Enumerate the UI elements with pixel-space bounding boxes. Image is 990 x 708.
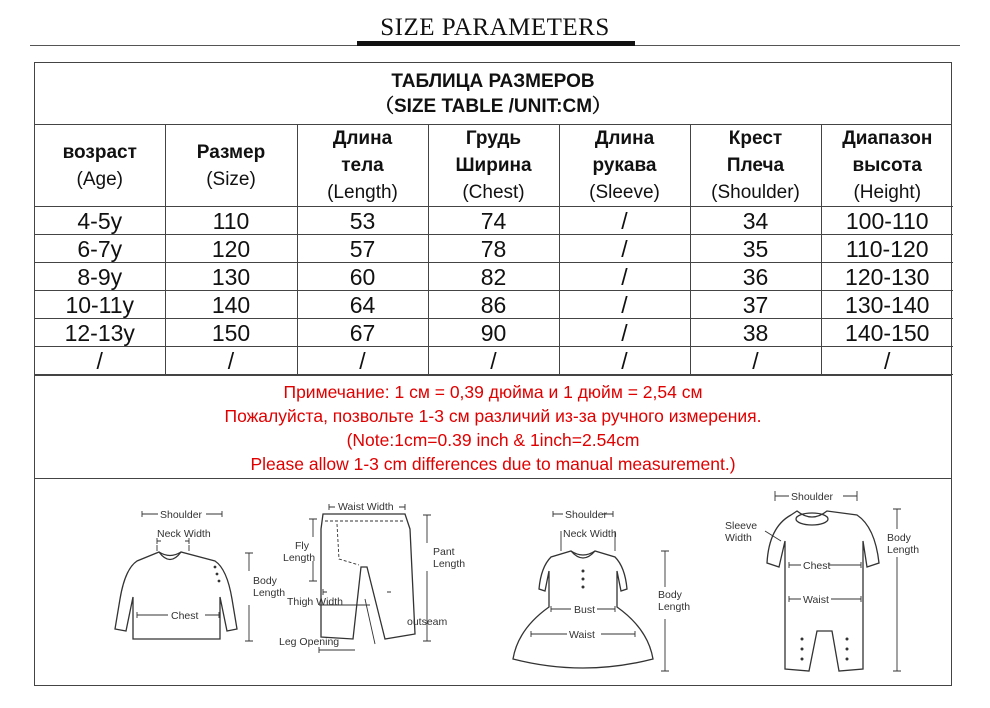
chest-label: Chest [803,560,831,572]
column-header-ru [429,125,559,179]
table-cell: 6-7y [35,235,165,263]
column-header-shoulder [690,125,821,207]
column-header-sleeve [559,125,690,207]
table-cell: 120 [165,235,297,263]
romper-measurement-diagram [717,479,947,684]
table-cell: 140 [165,291,297,319]
table-cell: / [559,347,690,375]
table-cell: 110-120 [821,235,953,263]
size-table [35,125,953,375]
column-header-ru: Размер [196,141,266,163]
chest-label: Chest [171,610,199,622]
column-header-size [165,125,297,207]
table-header-row [35,125,953,207]
size-table-body [35,207,953,375]
table-cell: / [297,347,428,375]
shoulder-label: Shoulder [565,509,608,521]
table-cell: / [690,347,821,375]
table-cell: 78 [428,235,559,263]
table-cell: 60 [297,263,428,291]
column-header-length [297,125,428,207]
note-line: Please allow 1-3 cm differences due to manual measurement.) [250,454,736,474]
body-length-label: Body [658,589,682,601]
column-header-ru-text: Длина рукава [592,128,657,176]
table-cell: 37 [690,291,821,319]
measurement-diagrams [35,479,951,688]
page-title: SIZE PARAMETERS [380,14,610,41]
column-header-ru [560,125,690,179]
table-cell: 64 [297,291,428,319]
table-cell: / [35,347,165,375]
table-cell: 53 [297,207,428,235]
neck-width-label: Neck Width [157,528,211,540]
leg-opening-label: Leg Opening [279,636,340,648]
table-cell: 150 [165,319,297,347]
column-header-age [35,125,165,207]
heading-underline-bar [357,41,635,46]
body-length-label: Length [253,587,286,599]
table-cell: 38 [690,319,821,347]
waist-width-label: Waist Width [338,501,394,513]
table-cell: 82 [428,263,559,291]
pant-length-label: Length [433,558,466,570]
size-sheet [34,62,952,686]
table-cell: / [559,235,690,263]
note-line: Пожалуйста, позвольте 1-3 см различий из-за ручного измерения. [224,406,762,426]
column-header-en: (Age) [76,168,123,190]
shoulder-label: Shoulder [160,509,203,521]
shirt-measurement-diagram [75,479,295,684]
table-row [35,263,953,291]
body-length-label: Length [887,544,920,556]
table-cell: 67 [297,319,428,347]
table-cell: 130 [165,263,297,291]
table-cell: / [165,347,297,375]
column-header-ru-text: Грудь Ширина [455,128,532,176]
table-cell: / [559,263,690,291]
table-cell: 86 [428,291,559,319]
column-header-height [821,125,953,207]
table-cell: / [821,347,953,375]
column-header-en: (Shoulder) [711,182,800,203]
size-table-header [35,63,951,125]
romper-outline [767,511,879,671]
table-row [35,291,953,319]
table-row [35,207,953,235]
bust-label: Bust [574,604,596,616]
table-cell: / [428,347,559,375]
measurement-note [35,375,951,479]
sleeve-width-label: Sleeve [725,520,758,532]
table-cell: 57 [297,235,428,263]
pants-outline [321,514,415,639]
dress-measurement-diagram [503,479,723,684]
table-cell: / [559,207,690,235]
column-header-en: (Sleeve) [589,182,660,203]
table-cell: 35 [690,235,821,263]
neck-width-label: Neck Width [563,528,617,540]
sleeve-width-label: Width [725,532,752,544]
pant-length-label: Pant [433,546,455,558]
table-cell: 90 [428,319,559,347]
body-length-label: Body [253,575,277,587]
table-cell: 12-13y [35,319,165,347]
pants-measurement-diagram [275,479,495,684]
table-cell: 140-150 [821,319,953,347]
table-cell: 10-11y [35,291,165,319]
column-header-en: (Length) [327,182,398,203]
note-line: Примечание: 1 см = 0,39 дюйма и 1 дюйм = 2,54 см [283,382,703,402]
fly-length-label: Fly [295,540,309,552]
shoulder-label: Shoulder [791,491,834,503]
column-header-ru [822,125,954,179]
table-cell: 36 [690,263,821,291]
table-cell: 100-110 [821,207,953,235]
column-header-ru: возраст [62,141,137,163]
table-cell: / [559,291,690,319]
table-cell: 110 [165,207,297,235]
table-row [35,347,953,375]
column-header-ru-text: Диапазон высота [842,128,933,176]
outseam-label: outseam [407,616,448,628]
size-table-title: ТАБЛИЦА РАЗМЕРОВ [391,71,595,92]
table-cell: 4-5y [35,207,165,235]
body-length-label: Length [658,601,691,613]
column-header-ru [298,125,428,179]
column-header-en: (Height) [853,182,922,203]
column-header-en: (Size) [206,168,256,190]
table-cell: 34 [690,207,821,235]
table-row [35,319,953,347]
table-cell: 120-130 [821,263,953,291]
note-line: (Note:1cm=0.39 inch & 1inch=2.54cm [346,430,640,450]
table-cell: 8-9y [35,263,165,291]
column-header-ru-text: Крест Плеча [726,128,785,176]
shirt-outline [115,552,237,639]
column-header-ru-text: Длина тела [332,128,393,176]
table-row [35,235,953,263]
thigh-width-label: Thigh Width [287,596,344,608]
waist-label: Waist [569,629,595,641]
body-length-label: Body [887,532,911,544]
waist-label: Waist [803,594,829,606]
table-cell: / [559,319,690,347]
size-table-subtitle: （SIZE TABLE /UNIT:CM） [374,96,612,117]
table-cell: 130-140 [821,291,953,319]
table-cell: 74 [428,207,559,235]
column-header-en: (Chest) [462,182,525,203]
column-header-chest [428,125,559,207]
fly-length-label: Length [283,552,316,564]
column-header-ru [691,125,821,179]
